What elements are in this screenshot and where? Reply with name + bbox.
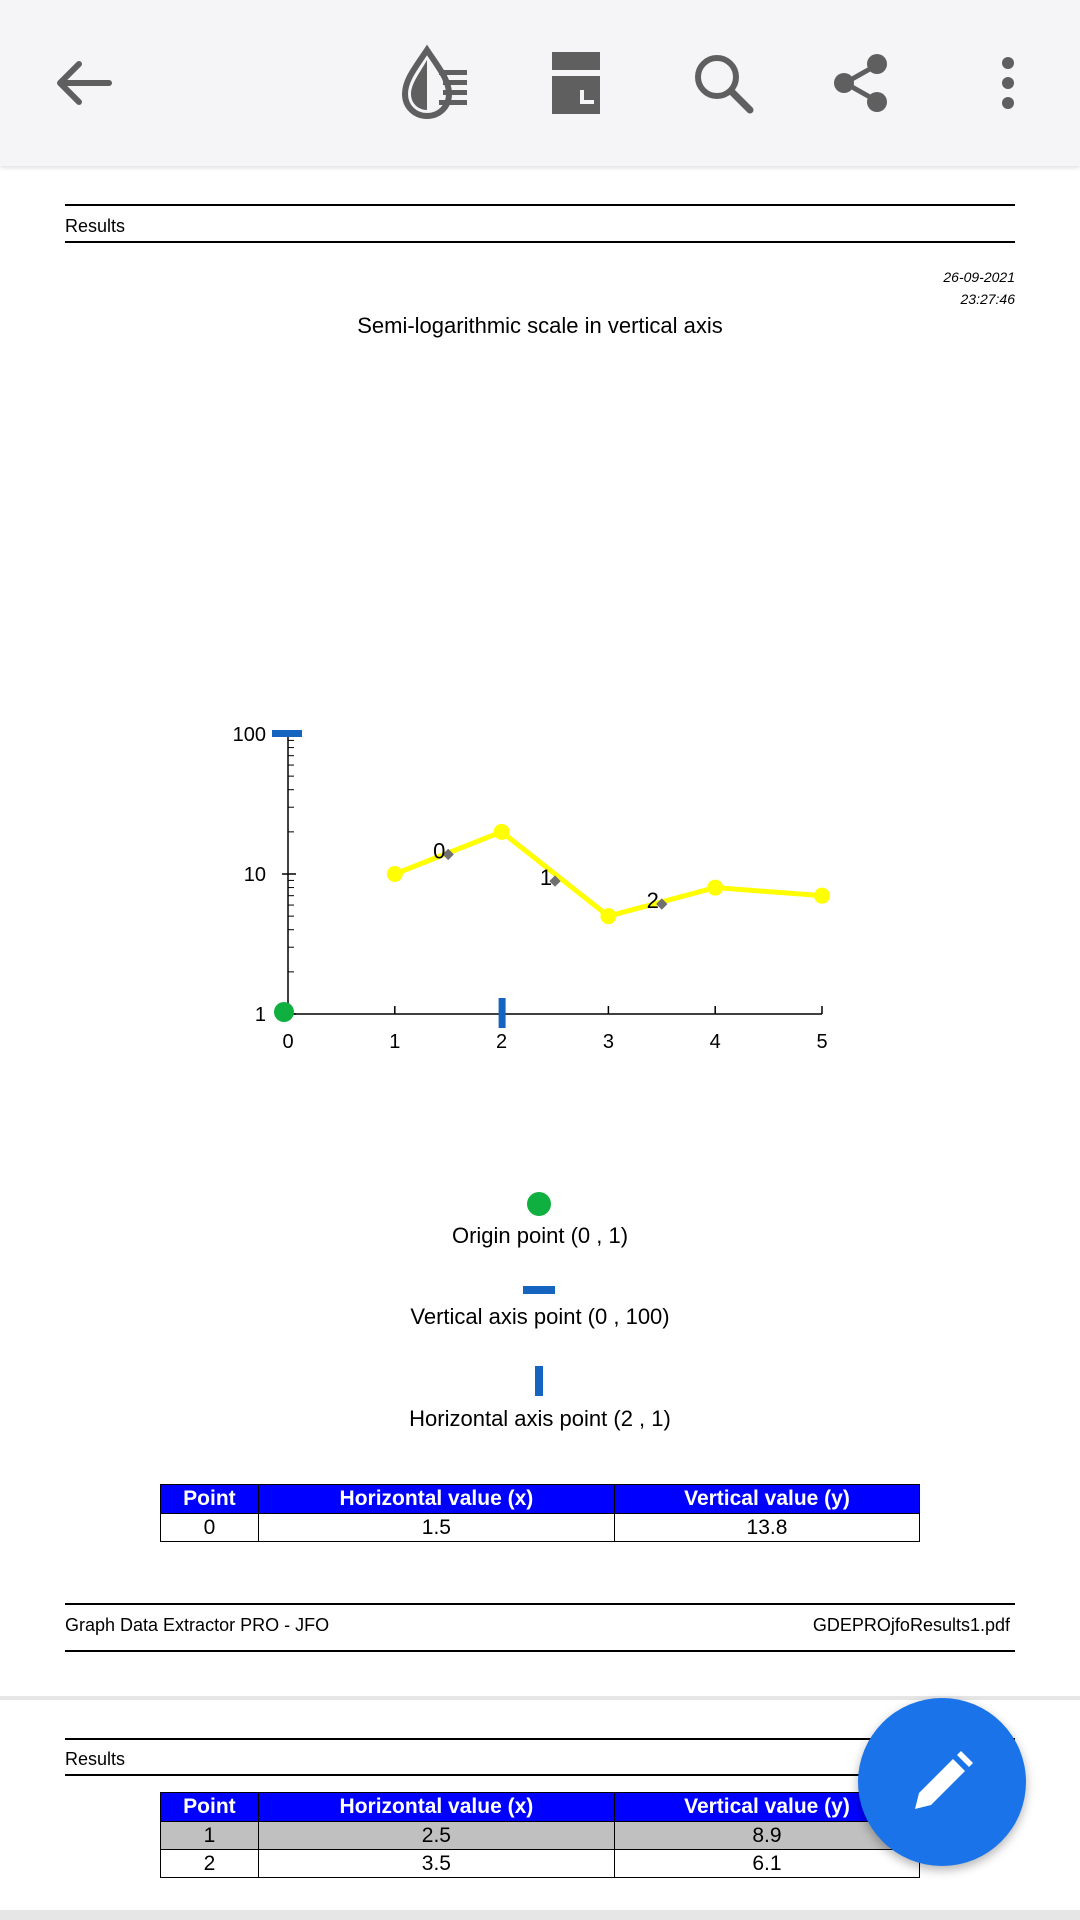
table-row [161, 1514, 920, 1542]
horizontal-axis-legend-marker [534, 1366, 546, 1398]
col-header-point: Point [161, 1793, 259, 1822]
app-toolbar [0, 0, 1080, 166]
series-point [494, 824, 510, 840]
header-top-rule [65, 204, 1015, 206]
extracted-point-label: 1 [539, 865, 553, 891]
x-tick-label: 2 [496, 1031, 508, 1053]
ink-button[interactable] [384, 33, 484, 133]
vertical-axis-legend-marker [523, 1285, 557, 1295]
cell-x: 1.5 [258, 1514, 614, 1542]
footer-app-name: Graph Data Extractor PRO - JFO [65, 1615, 330, 1635]
edit-fab-button[interactable] [858, 1698, 1026, 1866]
legend-origin-label: Origin point (0 , 1) [451, 1223, 629, 1248]
origin-legend-marker [524, 1189, 554, 1219]
more-options-button[interactable] [958, 33, 1058, 133]
cell-point: 2 [161, 1850, 259, 1878]
arrow-left-icon [53, 58, 113, 108]
col-header-x: Horizontal value (x) [258, 1485, 614, 1514]
x-tick-label: 3 [602, 1031, 614, 1053]
pencil-icon [907, 1747, 977, 1817]
cell-x: 2.5 [258, 1822, 614, 1850]
x-tick-label: 5 [816, 1031, 828, 1053]
footer-file-name: GDEPROjfoResults1.pdf [812, 1615, 1010, 1635]
legend-vertical-label: Vertical axis point (0 , 100) [410, 1304, 670, 1329]
extracted-point-label: 0 [433, 838, 446, 864]
header-bottom-rule [65, 241, 1015, 243]
cell-y: 8.9 [614, 1822, 919, 1850]
results-table-2 [160, 1792, 920, 1878]
chart-series [387, 824, 830, 924]
table-row [161, 1822, 920, 1850]
col-header-x: Horizontal value (x) [258, 1793, 614, 1822]
origin-marker [274, 1002, 294, 1022]
ink-drop-icon [397, 46, 471, 120]
legend-horizontal-label: Horizontal axis point (2 , 1) [409, 1406, 671, 1431]
cell-point: 0 [161, 1514, 259, 1542]
x-tick-label: 0 [282, 1031, 294, 1053]
vertical-axis-marker [272, 730, 302, 737]
cell-point: 1 [161, 1822, 259, 1850]
col-header-point: Point [161, 1485, 259, 1514]
footer-top-rule [65, 1603, 1015, 1605]
cell-y: 6.1 [614, 1850, 919, 1878]
report-timestamp [943, 266, 1015, 310]
pdf-page-1 [0, 166, 1080, 1696]
cell-y: 13.8 [614, 1514, 919, 1542]
y-tick-label: 1 [254, 1004, 266, 1026]
series-point [387, 866, 403, 882]
page-header-label: Results [65, 1749, 126, 1769]
chart-title: Semi-logarithmic scale in vertical axis [357, 313, 723, 338]
chart-area [0, 536, 1080, 1053]
share-button[interactable] [811, 33, 911, 133]
table-row [161, 1850, 920, 1878]
series-point [707, 880, 723, 896]
more-vert-icon [1000, 55, 1016, 111]
cell-x: 3.5 [258, 1850, 614, 1878]
series-point [600, 908, 616, 924]
page-layout-button[interactable] [526, 33, 626, 133]
series-line [395, 832, 822, 916]
col-header-y: Vertical value (y) [614, 1485, 919, 1514]
col-header-y: Vertical value (y) [614, 1793, 919, 1822]
x-tick-label: 1 [389, 1031, 401, 1053]
share-icon [831, 53, 891, 113]
search-icon [692, 52, 754, 114]
chart-extracted-points [433, 838, 667, 913]
back-button[interactable] [33, 33, 133, 133]
horizontal-axis-marker [499, 998, 506, 1028]
search-button[interactable] [673, 33, 773, 133]
page-header-label: Results [65, 216, 126, 236]
extracted-point-label: 2 [646, 888, 659, 914]
footer-bottom-rule [65, 1650, 1015, 1652]
y-tick-label: 100 [232, 724, 266, 746]
series-point [814, 888, 830, 904]
y-tick-label: 10 [243, 864, 266, 886]
results-table-1 [160, 1484, 920, 1542]
page-layout-icon [550, 50, 602, 116]
report-time: 23:27:46 [960, 291, 1015, 307]
x-tick-label: 4 [709, 1031, 721, 1053]
report-date: 26-09-2021 [943, 269, 1015, 285]
